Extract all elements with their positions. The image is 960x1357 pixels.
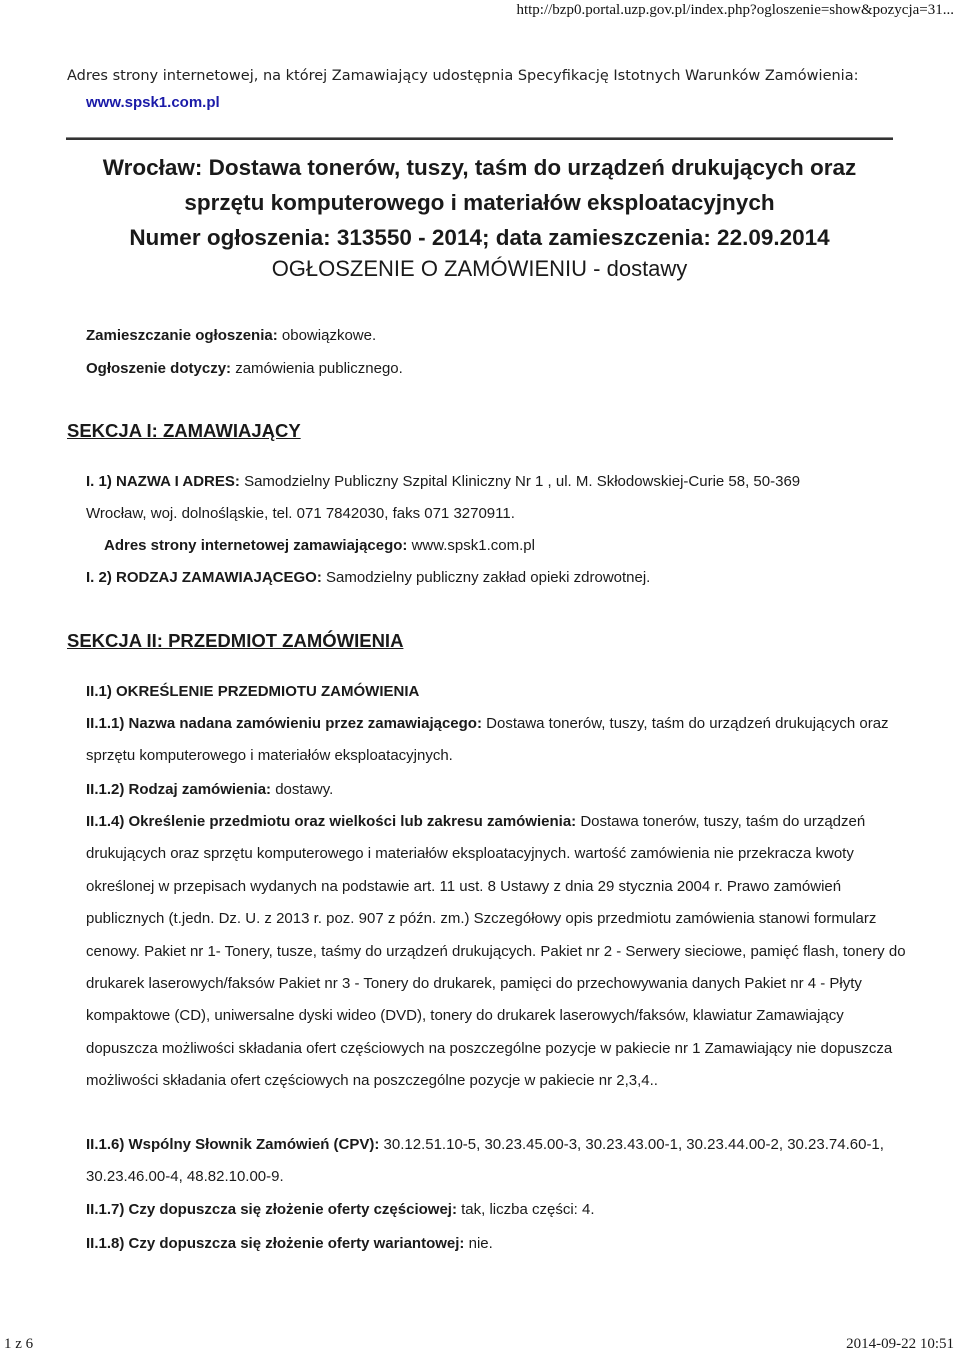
notice-subtitle: OGŁOSZENIE O ZAMÓWIENIU - dostawy (271, 256, 688, 281)
title-line-3: Numer ogłoszenia: 313550 - 2014; data zamieszczenia: 22.09.2014 (129, 225, 830, 250)
item-2-1-2-label: II.1.2) Rodzaj zamówienia: (86, 781, 272, 798)
section-1-heading: SEKCJA I: ZAMAWIAJĄCY (67, 420, 301, 441)
notice-title (66, 150, 893, 255)
item-2-1-1-value: Dostawa tonerów, tuszy, taśm do urządzeń drukujących oraz sprzętu komputerowego i materiałów eksploatacyjnych. (86, 715, 889, 765)
item-2-1-7-value: tak, liczba części: 4. (461, 1201, 595, 1218)
name-address-row (86, 473, 800, 490)
contracting-type-row (86, 569, 650, 586)
item-2-1-8-label: II.1.8) Czy dopuszcza się złożenie oferty wariantowej: (86, 1235, 465, 1252)
title-line-2: sprzętu komputerowego i materiałów eksploatacyjnych (184, 190, 775, 215)
website-label: Adres strony internetowej zamawiającego: (104, 537, 408, 554)
item-2-1-6 (86, 1129, 906, 1194)
item-2-1-4 (86, 806, 906, 1098)
contracting-type-value: Samodzielny publiczny zakład opieki zdrowotnej. (326, 569, 651, 586)
section-2-subheading: II.1) OKREŚLENIE PRZEDMIOTU ZAMÓWIENIA (86, 683, 420, 700)
placement-row (86, 327, 376, 344)
item-2-1-4-label: II.1.4) Określenie przedmiotu oraz wielkości lub zakresu zamówienia: (86, 813, 577, 830)
item-2-1-7-label: II.1.7) Czy dopuszcza się złożenie oferty częściowej: (86, 1201, 457, 1218)
concerns-value: zamówienia publicznego. (235, 360, 403, 377)
concerns-label: Ogłoszenie dotyczy: (86, 360, 232, 377)
item-2-1-8 (86, 1235, 493, 1252)
concerns-row (86, 360, 403, 377)
print-datetime: 2014-09-22 10:51 (846, 1336, 954, 1352)
title-line-1: Wrocław: Dostawa tonerów, tuszy, taśm do urządzeń drukujących oraz (102, 155, 857, 180)
page-number: 1 z 6 (4, 1336, 34, 1352)
item-2-1-8-value: nie. (468, 1235, 493, 1252)
item-2-1-2-value: dostawy. (275, 781, 334, 798)
contracting-type-label: I. 2) RODZAJ ZAMAWIAJĄCEGO: (86, 569, 322, 586)
name-address-label: I. 1) NAZWA I ADRES: (86, 473, 240, 490)
section-2-heading: SEKCJA II: PRZEDMIOT ZAMÓWIENIA (67, 630, 404, 651)
item-2-1-4-value: Dostawa tonerów, tuszy, taśm do urządzeń drukujących oraz sprzętu komputerowego i materiałów eksploatacyjnych. wartość zamówienia nie przekracza kwoty określonej w przepisach wydanych na podstawie art. 11 ust. 8 Ustawy z dnia 29 stycznia 2004 r. Prawo zamówień publicznych (t.jedn. Dz. U. z 2013 r. poz. 907 z późn. zm.) Szczegółowy opis przedmiotu zamówienia stanowi formularz cenowy. Pakiet nr 1- Tonery, tusze, taśmy do urządzeń drukujących. Pakiet nr 2 - Serwery sieciowe, pamięć flash, tonery do drukarek laserowych/faksów Pakiet nr 3 - Tonery do drukarek, pamięci do przechowywania danych Pakiet nr 4 - Płyty kompaktowe (CD), uniwersalne dyski wideo (DVD), tonery do drukarek laserowych/faksów, klawiatur Zamawiający dopuszcza możliwości składania ofert częściowych na poszczególne pozycje w pakiecie nr 1 Zamawiający nie dopuszcza możliwości składania ofert częściowych na poszczególne pozycje w pakiecie nr 2,3,4.. (86, 813, 906, 1090)
item-2-1-2 (86, 781, 333, 798)
placement-value: obowiązkowe. (281, 327, 377, 344)
item-2-1-6-label: II.1.6) Wspólny Słownik Zamówień (CPV): (86, 1136, 380, 1153)
name-address-value: Samodzielny Publiczny Szpital Kliniczny Nr 1 , ul. M. Skłodowskiej-Curie 58, 50-369 (244, 473, 801, 490)
name-address-continuation: Wrocław, woj. dolnośląskie, tel. 071 7842030, faks 071 3270911. (86, 505, 515, 522)
page-url-header: http://bzp0.portal.uzp.gov.pl/index.php?ogloszenie=show&pozycja=31... (516, 2, 954, 18)
item-2-1-6-value: 30.12.51.10-5, 30.23.45.00-3, 30.23.43.00-1, 30.23.44.00-2, 30.23.74.60-1, 30.23.46.00-4, 48.82.10.00-9. (86, 1136, 884, 1186)
header-divider (66, 137, 893, 140)
item-2-1-1 (86, 708, 906, 773)
item-2-1-7 (86, 1201, 595, 1218)
siwz-address-text: Adres strony internetowej, na której Zamawiający udostępnia Specyfikację Istotnych Warunków Zamówienia: (67, 68, 859, 84)
siwz-address-link[interactable]: www.spsk1.com.pl (86, 94, 220, 111)
placement-label: Zamieszczanie ogłoszenia: (86, 327, 278, 344)
website-row (104, 537, 535, 554)
item-2-1-1-label: II.1.1) Nazwa nadana zamówieniu przez zamawiającego: (86, 715, 482, 732)
website-value[interactable]: www.spsk1.com.pl (411, 537, 535, 554)
